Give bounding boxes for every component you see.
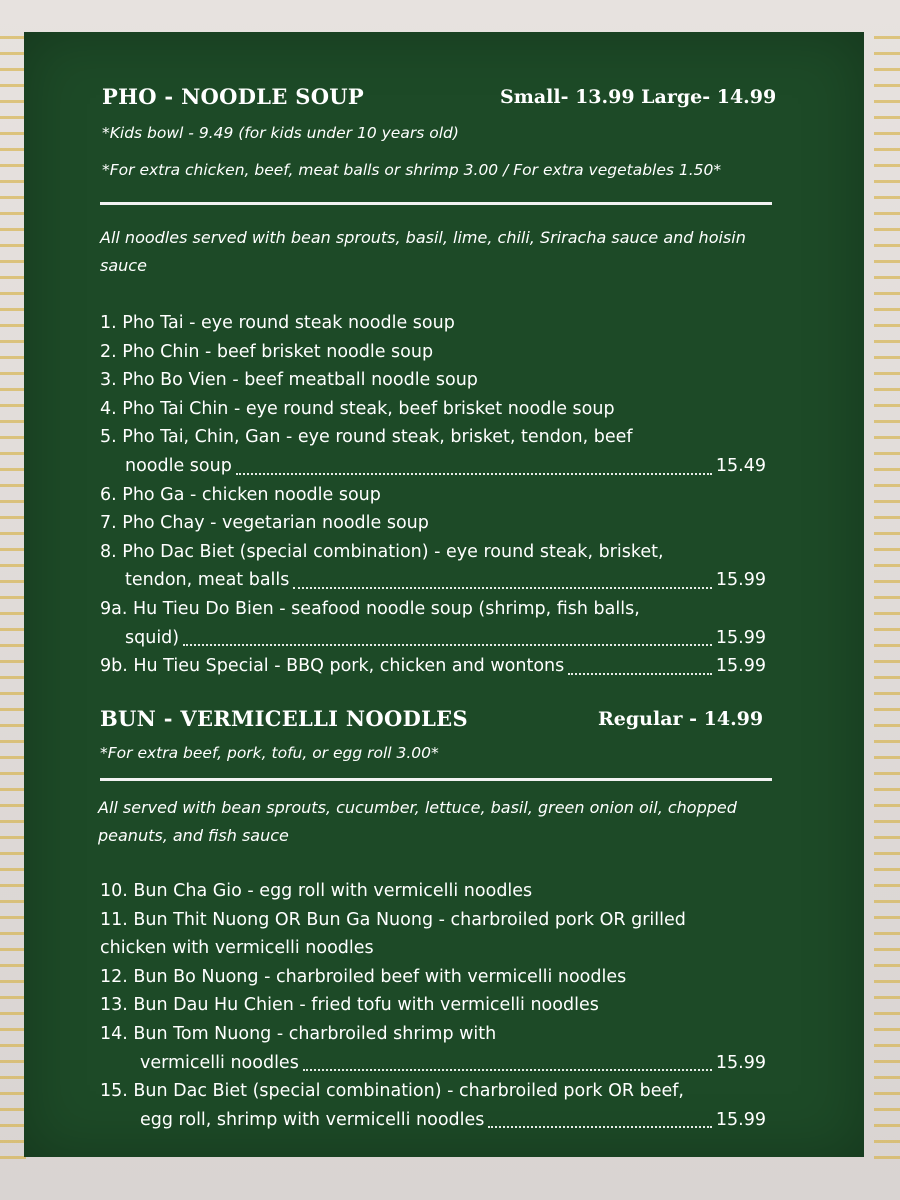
menu-item-price: 15.99 bbox=[715, 570, 766, 591]
bun-description: All served with bean sprouts, cucumber, lettuce, basil, green onion oil, chopped peanuts, and fish sauce bbox=[98, 798, 737, 845]
menu-item-line bbox=[100, 338, 766, 367]
menu-item-name: 15. Bun Dac Biet (special combination) - charbroiled pork OR beef, bbox=[100, 1081, 684, 1102]
menu-item-line bbox=[100, 624, 766, 653]
pho-items-list bbox=[100, 309, 766, 681]
menu-item bbox=[100, 963, 766, 992]
dot-leader bbox=[568, 673, 712, 675]
menu-item bbox=[100, 338, 766, 367]
menu-item bbox=[100, 509, 766, 538]
menu-item-line bbox=[100, 1077, 766, 1106]
menu-item-name: 7. Pho Chay - vegetarian noodle soup bbox=[100, 513, 429, 534]
menu-item-name: 8. Pho Dac Biet (special combination) - eye round steak, brisket, bbox=[100, 541, 664, 562]
menu-item bbox=[100, 366, 766, 395]
menu-panel bbox=[24, 32, 864, 1157]
pho-note-kids: *Kids bowl - 9.49 (for kids under 10 years old) bbox=[102, 124, 459, 142]
menu-item bbox=[100, 652, 766, 681]
menu-item-line bbox=[100, 1049, 766, 1078]
menu-item-continuation: chicken with vermicelli noodles bbox=[100, 938, 374, 959]
menu-item-name: 5. Pho Tai, Chin, Gan - eye round steak, brisket, tendon, beef bbox=[100, 427, 633, 448]
menu-item-line bbox=[100, 395, 766, 424]
menu-item-price: 15.99 bbox=[715, 627, 766, 648]
menu-item bbox=[100, 595, 766, 652]
menu-item bbox=[100, 1077, 766, 1134]
menu-item-line bbox=[100, 366, 766, 395]
menu-item-continuation: squid) bbox=[125, 627, 180, 648]
dot-leader bbox=[293, 587, 712, 589]
dot-leader bbox=[303, 1069, 712, 1071]
pho-section-title: PHO - NOODLE SOUP bbox=[102, 84, 365, 109]
dot-leader bbox=[488, 1126, 711, 1128]
menu-item-name: 10. Bun Cha Gio - egg roll with vermicelli noodles bbox=[100, 881, 533, 901]
menu-item-continuation: tendon, meat balls bbox=[125, 570, 290, 591]
pho-divider bbox=[100, 202, 772, 205]
menu-item bbox=[100, 538, 766, 595]
menu-item-line bbox=[100, 309, 766, 338]
menu-item-name: 9b. Hu Tieu Special - BBQ pork, chicken and wontons bbox=[100, 656, 565, 677]
menu-item-line bbox=[100, 963, 766, 992]
menu-item-price: 15.99 bbox=[715, 656, 766, 677]
menu-item-line bbox=[100, 566, 766, 595]
dot-leader bbox=[183, 644, 712, 646]
menu-item bbox=[100, 906, 766, 963]
menu-item-continuation: vermicelli noodles bbox=[140, 1052, 299, 1073]
bun-items-list bbox=[100, 877, 766, 1134]
menu-item-line bbox=[100, 906, 766, 935]
menu-item-line bbox=[100, 652, 766, 681]
menu-item-price: 15.99 bbox=[715, 1109, 766, 1130]
pho-section-price: Small- 13.99 Large- 14.99 bbox=[500, 86, 777, 108]
bun-section-title: BUN - VERMICELLI NOODLES bbox=[100, 706, 468, 731]
menu-item bbox=[100, 395, 766, 424]
bun-divider bbox=[100, 778, 772, 781]
menu-item bbox=[100, 423, 766, 480]
menu-item-line bbox=[100, 877, 766, 906]
menu-item-line bbox=[100, 1106, 766, 1135]
menu-item bbox=[100, 481, 766, 510]
menu-item bbox=[100, 309, 766, 338]
menu-item-price: 15.49 bbox=[715, 455, 766, 476]
menu-item-name: 1. Pho Tai - eye round steak noodle soup bbox=[100, 313, 455, 333]
menu-item-name: 14. Bun Tom Nuong - charbroiled shrimp with bbox=[100, 1023, 497, 1044]
menu-item-name: 2. Pho Chin - beef brisket noodle soup bbox=[100, 341, 434, 362]
menu-item bbox=[100, 877, 766, 906]
pho-description: All noodles served with bean sprouts, basil, lime, chili, Sriracha sauce and hoisin sauce bbox=[100, 228, 746, 275]
menu-item-line bbox=[100, 991, 766, 1020]
menu-item-line bbox=[100, 934, 766, 963]
menu-item-line bbox=[100, 538, 766, 567]
menu-item-line bbox=[100, 1020, 766, 1049]
pho-note-extras: *For extra chicken, beef, meat balls or shrimp 3.00 / For extra vegetables 1.50* bbox=[102, 161, 722, 179]
menu-item-name: 9a. Hu Tieu Do Bien - seafood noodle soup (shrimp, fish balls, bbox=[100, 598, 640, 619]
dot-leader bbox=[236, 473, 712, 475]
bun-section-price: Regular - 14.99 bbox=[598, 708, 764, 730]
menu-item-name: 12. Bun Bo Nuong - charbroiled beef with vermicelli noodles bbox=[100, 966, 627, 987]
menu-item bbox=[100, 991, 766, 1020]
menu-item-line bbox=[100, 452, 766, 481]
menu-item-name: 13. Bun Dau Hu Chien - fried tofu with vermicelli noodles bbox=[100, 995, 599, 1016]
bun-note-extras: *For extra beef, pork, tofu, or egg roll 3.00* bbox=[100, 744, 439, 762]
menu-item-line bbox=[100, 423, 766, 452]
menu-item-name: 6. Pho Ga - chicken noodle soup bbox=[100, 484, 381, 505]
menu-item-continuation: noodle soup bbox=[125, 455, 232, 476]
menu-item-line bbox=[100, 509, 766, 538]
menu-item-name: 4. Pho Tai Chin - eye round steak, beef brisket noodle soup bbox=[100, 398, 615, 419]
menu-content bbox=[24, 32, 864, 1157]
menu-item-continuation: egg roll, shrimp with vermicelli noodles bbox=[140, 1109, 485, 1130]
menu-item-name: 11. Bun Thit Nuong OR Bun Ga Nuong - charbroiled pork OR grilled bbox=[100, 909, 686, 930]
menu-item-line bbox=[100, 481, 766, 510]
menu-item bbox=[100, 1020, 766, 1077]
menu-item-line bbox=[100, 595, 766, 624]
left-decorative-border bbox=[0, 30, 26, 1160]
menu-item-price: 15.99 bbox=[715, 1052, 766, 1073]
right-decorative-border bbox=[874, 30, 900, 1160]
menu-item-name: 3. Pho Bo Vien - beef meatball noodle soup bbox=[100, 370, 478, 391]
